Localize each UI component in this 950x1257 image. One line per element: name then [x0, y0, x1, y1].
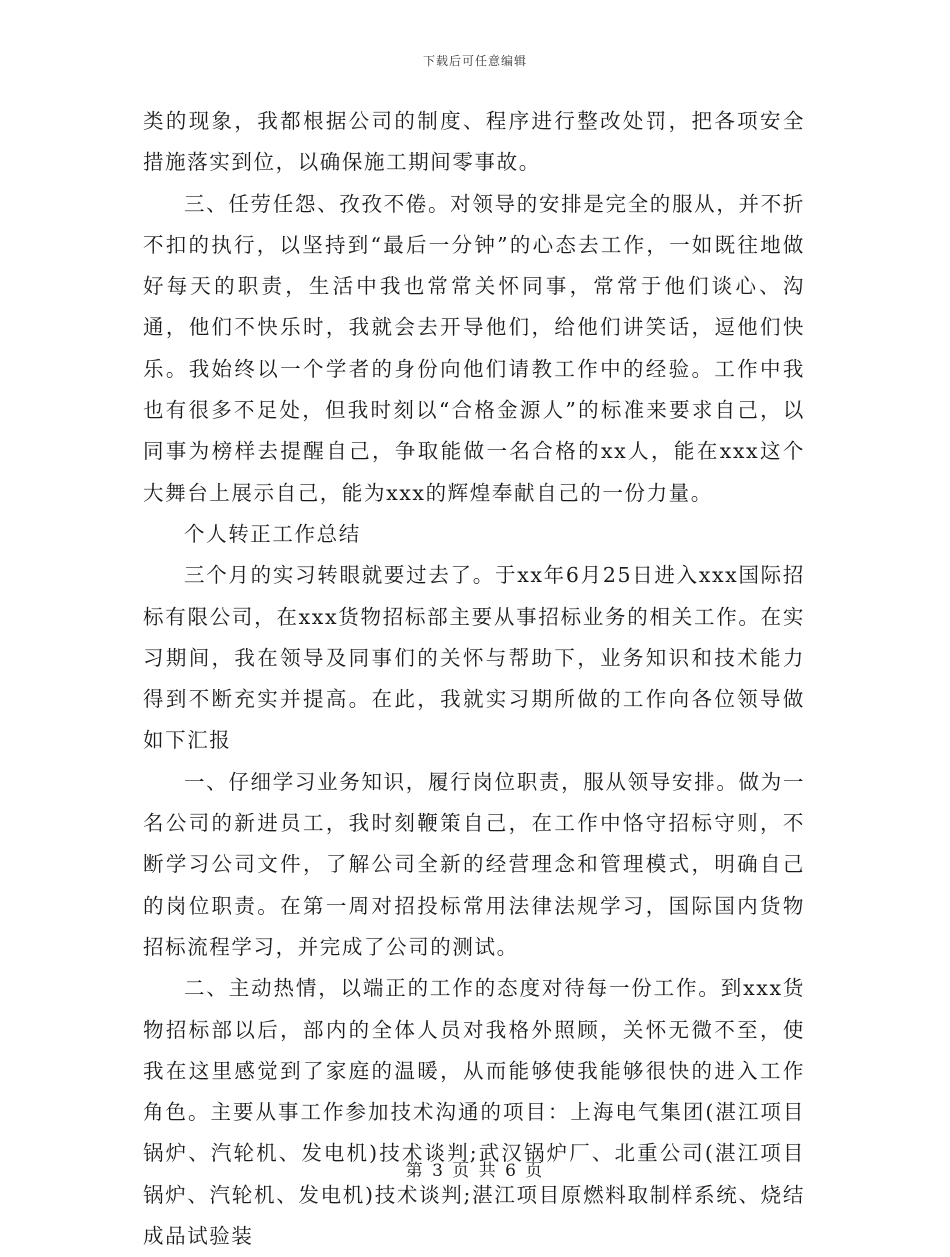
section-title: 个人转正工作总结	[184, 521, 361, 546]
paragraph-point-one: 一、仔细学习业务知识，履行岗位职责，服从领导安排。做为一名公司的新进员工，我时刻鞭策自己，在工作中恪守招标守则，不断学习公司文件，了解公司全新的经营理念和管理模式，明确自己的岗位职责。在第一周对招投标常用法律法规学习，国际国内货物招标流程学习，并完成了公司的测试。	[143, 769, 805, 959]
paragraph-continuation: 类的现象，我都根据公司的制度、程序进行整改处罚，把各项安全措施落实到位，以确保施工期间零事故。	[143, 109, 805, 175]
document-body	[143, 101, 805, 1257]
paragraph-section-three: 三、任劳任怨、孜孜不倦。对领导的安排是完全的服从，并不折不扣的执行，以坚持到“最后一分钟”的心态去工作，一如既往地做好每天的职责，生活中我也常常关怀同事，常常于他们谈心、沟通，他们不快乐时，我就会去开导他们，给他们讲笑话，逗他们快乐。我始终以一个学者的身份向他们请教工作中的经验。工作中我也有很多不足处，但我时刻以“合格金源人”的标准来要求自己，以同事为榜样去提醒自己，争取能做一名合格的xx人，能在xxx这个大舞台上展示自己，能为xxx的辉煌奉献自己的一份力量。	[143, 191, 805, 505]
page-header: 下载后可任意编辑	[422, 54, 527, 68]
page-number: 第 3 页 共 6 页	[405, 1161, 545, 1181]
paragraph-intro: 三个月的实习转眼就要过去了。于xx年6月25日进入xxx国际招标有限公司，在xxx货物招标部主要从事招标业务的相关工作。在实习期间，我在领导及同事们的关怀与帮助下，业务知识和技术能力得到不断充实并提高。在此，我就实习期所做的工作向各位领导做如下汇报	[143, 563, 805, 753]
paragraph-point-two: 二、主动热情，以端正的工作的态度对待每一份工作。到xxx货物招标部以后，部内的全体人员对我格外照顾，关怀无微不至，使我在这里感觉到了家庭的温暖，从而能够使我能够很快的进入工作角色。主要从事工作参加技术沟通的项目：上海电气集团(湛江项目锅炉、汽轮机、发电机)技术谈判;武汉锅炉厂、北重公司(湛江项目锅炉、汽轮机、发电机)技术谈判;湛江项目原燃料取制样系统、烧结成品试验装	[143, 976, 805, 1249]
